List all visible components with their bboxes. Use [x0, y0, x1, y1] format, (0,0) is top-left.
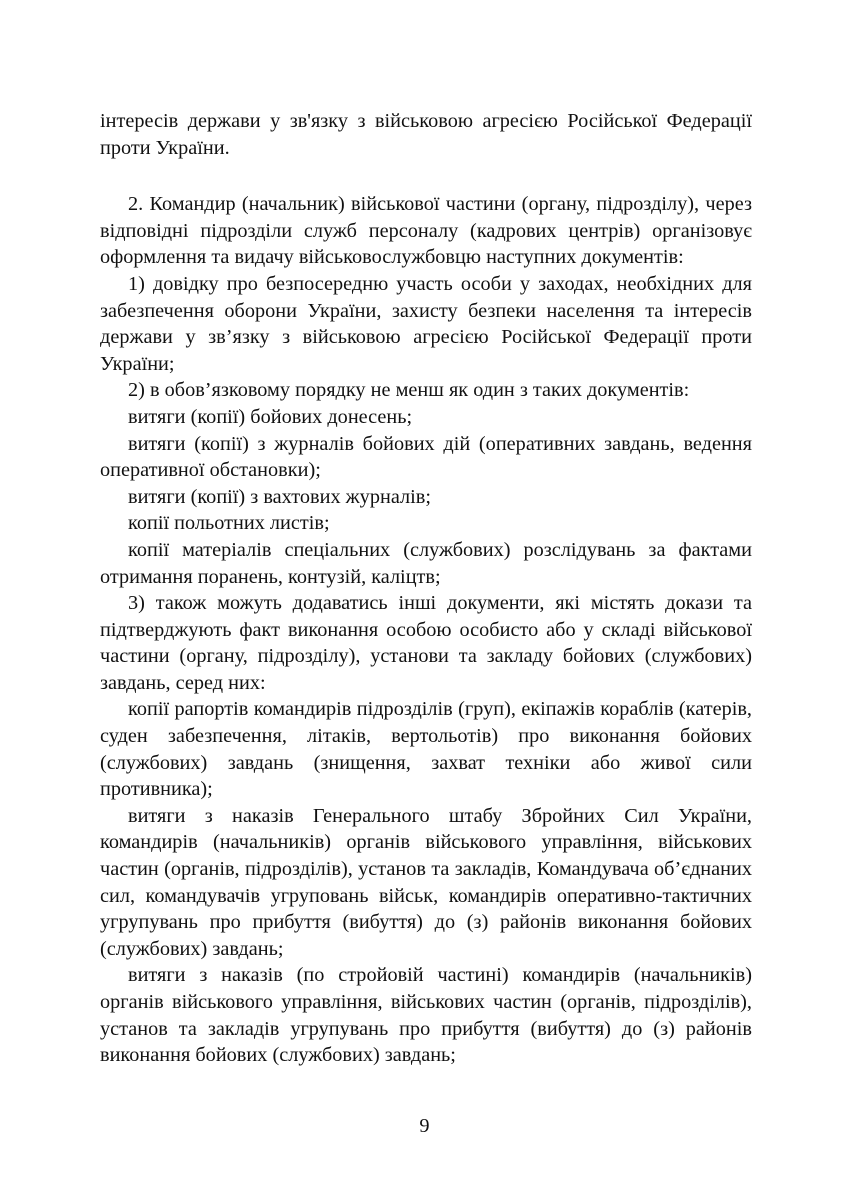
paragraph-flight-sheets: копії польотних листів;: [128, 512, 330, 535]
paragraph-general-staff-orders: витяги з наказів Генерального штабу Збройних Сил України, командирів (начальників) органів військового управління, військових частин (органів, підрозділів), установ та закладів, Командувача об’єднаних сил, командувачів угруповань військ, командирів оперативно-тактичних угрупувань про прибуття (вибуття) до (з) районів виконання бойових (службових) завдань;: [100, 804, 752, 960]
document-body: [100, 108, 752, 1069]
paragraph-combat-reports: витяги (копії) бойових донесень;: [128, 405, 413, 428]
paragraph-item-2: 2. Командир (начальник) військової частини (органу, підрозділу), через відповідні підрозділи служб персоналу (кадрових центрів) організовує оформлення та видачу військовослужбовцю наступних документів:: [100, 193, 752, 269]
paragraph-gap: [100, 161, 752, 191]
paragraph-unit-orders: витяги з наказів (по стройовій частині) командирів (начальників) органів військового управління, військових частин (органів, підрозділів), установ та закладів угрупувань про прибуття (вибуття) до (з) районів виконання бойових (службових) завдань;: [100, 964, 752, 1067]
paragraph-investigations: копії матеріалів спеціальних (службових) розслідувань за фактами отримання поранень, контузій, каліцтв;: [100, 538, 752, 588]
paragraph-subitem-2: 2) в обов’язковому порядку не менш як один з таких документів:: [128, 379, 690, 402]
paragraph-combat-journals: витяги (копії) з журналів бойових дій (оперативних завдань, ведення оперативної обстановки);: [100, 432, 752, 482]
paragraph-watch-logs: витяги (копії) з вахтових журналів;: [128, 485, 431, 508]
paragraph-continuation: інтересів держави у зв'язку з військовою агресією Російської Федерації проти України.: [100, 110, 752, 159]
paragraph-commander-reports: копії рапортів командирів підрозділів (груп), екіпажів кораблів (катерів, суден забезпечення, літаків, вертольотів) про виконання бойових (службових) завдань (знищення, захват техніки або живої сили противника);: [100, 698, 752, 801]
page-number: 9: [419, 1115, 430, 1137]
paragraph-subitem-3: 3) також можуть додаватись інші документи, які містять докази та підтверджують факт виконання особою особисто або у складі військової частини (органу, підрозділу), установи та закладу бойових (службових) завдань, серед них:: [100, 592, 752, 694]
paragraph-subitem-1: 1) довідку про безпосередню участь особи у заходах, необхідних для забезпечення оборони України, захисту безпеки населення та інтересів держави у зв’язку з військовою агресією Російської Федерації проти України;: [100, 272, 752, 375]
